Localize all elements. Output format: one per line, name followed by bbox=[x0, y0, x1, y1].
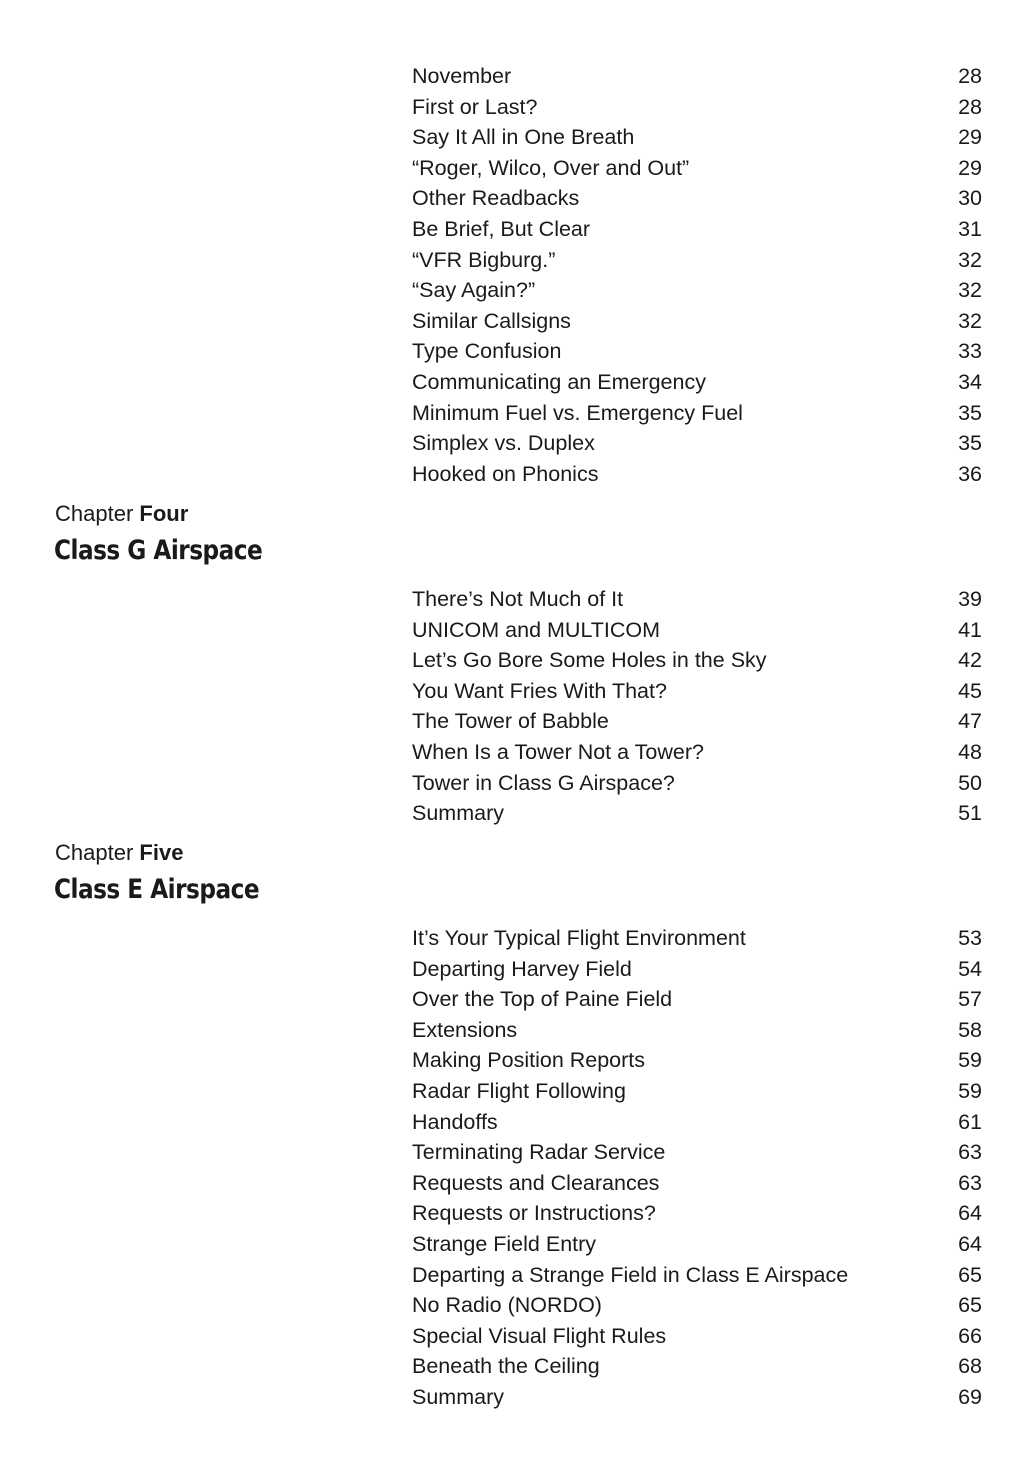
toc-entry-page: 65 bbox=[958, 1262, 982, 1287]
toc-entry bbox=[408, 645, 984, 676]
toc-entry-page: 57 bbox=[958, 987, 982, 1012]
toc-entry bbox=[408, 245, 984, 276]
toc-entry-page: 64 bbox=[958, 1231, 982, 1256]
toc-entry-title: It’s Your Typical Flight Environment bbox=[412, 926, 746, 950]
toc-entry-page: 31 bbox=[958, 216, 982, 241]
toc-entry-page: 65 bbox=[958, 1293, 982, 1318]
toc-entry-page: 45 bbox=[958, 678, 982, 703]
toc-entry bbox=[408, 615, 984, 646]
toc-entry bbox=[408, 768, 984, 799]
toc-entry-page: 32 bbox=[958, 278, 982, 303]
toc-entry bbox=[408, 1168, 984, 1199]
toc-entry bbox=[408, 92, 984, 123]
toc-entry-page: 53 bbox=[958, 926, 982, 950]
toc-entry-title: Extensions bbox=[412, 1017, 518, 1042]
toc-entry-title: Making Position Reports bbox=[412, 1048, 646, 1073]
toc-entry-title: Similar Callsigns bbox=[412, 308, 571, 333]
toc-entry-title: Tower in Class G Airspace? bbox=[412, 770, 675, 795]
toc-entry bbox=[408, 1137, 984, 1168]
toc-entry-title: Over the Top of Paine Field bbox=[412, 987, 673, 1012]
toc-list-continued bbox=[408, 61, 984, 489]
chapter-label bbox=[55, 838, 183, 868]
toc-entry bbox=[408, 676, 984, 707]
toc-entry bbox=[408, 183, 984, 214]
chapter-number: Five bbox=[139, 840, 184, 865]
toc-entry-page: 30 bbox=[958, 186, 982, 211]
chapter-prefix: Chapter bbox=[55, 501, 134, 526]
toc-entry-page: 29 bbox=[958, 125, 982, 150]
chapter-title: Class G Airspace bbox=[54, 535, 263, 566]
toc-entry bbox=[408, 428, 984, 459]
toc-entry bbox=[408, 798, 984, 829]
toc-list-chapter-four bbox=[408, 584, 984, 829]
chapter-prefix: Chapter bbox=[55, 840, 134, 865]
toc-entry bbox=[408, 1198, 984, 1229]
toc-entry-title: Type Confusion bbox=[412, 339, 562, 364]
toc-entry bbox=[408, 1229, 984, 1260]
toc-entry bbox=[408, 737, 984, 768]
toc-entry-title: Summary bbox=[412, 1384, 504, 1409]
toc-entry-title: There’s Not Much of It bbox=[412, 587, 624, 611]
toc-entry-page: 35 bbox=[958, 431, 982, 456]
toc-entry-title: Departing Harvey Field bbox=[412, 956, 632, 981]
toc-entry-title: Hooked on Phonics bbox=[412, 461, 599, 486]
toc-entry-page: 51 bbox=[958, 801, 982, 826]
toc-entry-title: Special Visual Flight Rules bbox=[412, 1323, 667, 1348]
toc-entry bbox=[408, 275, 984, 306]
toc-entry bbox=[408, 923, 984, 954]
toc-entry-title: No Radio (NORDO) bbox=[412, 1293, 602, 1318]
toc-entry-title: Summary bbox=[412, 801, 504, 826]
toc-entry bbox=[408, 1321, 984, 1352]
chapter-title: Class E Airspace bbox=[54, 874, 260, 905]
toc-entry bbox=[408, 336, 984, 367]
toc-entry bbox=[408, 367, 984, 398]
chapter-number: Four bbox=[139, 501, 189, 526]
toc-entry-page: 42 bbox=[958, 648, 982, 673]
toc-entry-title: “Roger, Wilco, Over and Out” bbox=[412, 155, 690, 180]
toc-entry-page: 61 bbox=[958, 1109, 982, 1134]
toc-entry-title: Minimum Fuel vs. Emergency Fuel bbox=[412, 400, 743, 425]
toc-entry-page: 34 bbox=[958, 369, 982, 394]
toc-entry bbox=[408, 984, 984, 1015]
toc-entry-page: 59 bbox=[958, 1048, 982, 1073]
toc-list-chapter-five bbox=[408, 923, 984, 1413]
toc-entry-title: Simplex vs. Duplex bbox=[412, 431, 595, 456]
toc-entry-title: Radar Flight Following bbox=[412, 1078, 626, 1103]
toc-entry-page: 54 bbox=[958, 956, 982, 981]
toc-entry-page: 32 bbox=[958, 308, 982, 333]
toc-entry-page: 48 bbox=[958, 739, 982, 764]
toc-entry-page: 63 bbox=[958, 1170, 982, 1195]
toc-entry-title: Communicating an Emergency bbox=[412, 369, 706, 394]
toc-entry-page: 41 bbox=[958, 617, 982, 642]
toc-entry-title: Beneath the Ceiling bbox=[412, 1354, 600, 1379]
toc-entry bbox=[408, 584, 984, 615]
toc-entry-title: “VFR Bigburg.” bbox=[412, 247, 556, 272]
toc-entry bbox=[408, 153, 984, 184]
toc-entry-title: UNICOM and MULTICOM bbox=[412, 617, 661, 642]
toc-entry bbox=[408, 1290, 984, 1321]
toc-entry bbox=[408, 1382, 984, 1413]
toc-entry-page: 33 bbox=[958, 339, 982, 364]
toc-entry-page: 36 bbox=[958, 461, 982, 486]
toc-entry-title: Be Brief, But Clear bbox=[412, 216, 591, 241]
toc-entry-page: 39 bbox=[958, 587, 982, 611]
toc-entry bbox=[408, 706, 984, 737]
toc-entry bbox=[408, 1015, 984, 1046]
toc-entry-page: 35 bbox=[958, 400, 982, 425]
toc-entry-title: Requests and Clearances bbox=[412, 1170, 660, 1195]
toc-entry-page: 50 bbox=[958, 770, 982, 795]
toc-entry-page: 28 bbox=[958, 94, 982, 119]
toc-entry-title: Say It All in One Breath bbox=[412, 125, 635, 150]
toc-entry bbox=[408, 61, 984, 92]
toc-entry-title: You Want Fries With That? bbox=[412, 678, 667, 703]
toc-entry bbox=[408, 1045, 984, 1076]
toc-entry-title: Other Readbacks bbox=[412, 186, 580, 211]
toc-entry-title: Terminating Radar Service bbox=[412, 1140, 666, 1165]
toc-entry-title: Let’s Go Bore Some Holes in the Sky bbox=[412, 648, 767, 673]
toc-entry bbox=[408, 1260, 984, 1291]
toc-entry-page: 64 bbox=[958, 1201, 982, 1226]
toc-entry-page: 47 bbox=[958, 709, 982, 734]
toc-entry-page: 59 bbox=[958, 1078, 982, 1103]
toc-entry-page: 28 bbox=[958, 64, 982, 88]
toc-entry bbox=[408, 398, 984, 429]
toc-entry bbox=[408, 1107, 984, 1138]
toc-entry bbox=[408, 306, 984, 337]
toc-entry bbox=[408, 459, 984, 490]
toc-entry-title: Departing a Strange Field in Class E Airspace bbox=[412, 1262, 849, 1287]
toc-entry bbox=[408, 1351, 984, 1382]
toc-entry-page: 32 bbox=[958, 247, 982, 272]
toc-entry bbox=[408, 1076, 984, 1107]
toc-entry-title: November bbox=[412, 64, 512, 88]
toc-entry-title: Requests or Instructions? bbox=[412, 1201, 656, 1226]
toc-entry-title: Strange Field Entry bbox=[412, 1231, 597, 1256]
toc-entry bbox=[408, 122, 984, 153]
toc-entry-page: 69 bbox=[958, 1384, 982, 1409]
chapter-label bbox=[55, 499, 188, 529]
toc-entry-page: 63 bbox=[958, 1140, 982, 1165]
toc-entry-title: First or Last? bbox=[412, 94, 538, 119]
toc-entry-title: “Say Again?” bbox=[412, 278, 536, 303]
toc-entry-title: Handoffs bbox=[412, 1109, 498, 1134]
toc-entry bbox=[408, 954, 984, 985]
toc-entry-page: 58 bbox=[958, 1017, 982, 1042]
toc-entry-title: When Is a Tower Not a Tower? bbox=[412, 739, 704, 764]
toc-entry-page: 66 bbox=[958, 1323, 982, 1348]
toc-entry-page: 68 bbox=[958, 1354, 982, 1379]
toc-entry bbox=[408, 214, 984, 245]
toc-entry-title: The Tower of Babble bbox=[412, 709, 609, 734]
toc-entry-page: 29 bbox=[958, 155, 982, 180]
